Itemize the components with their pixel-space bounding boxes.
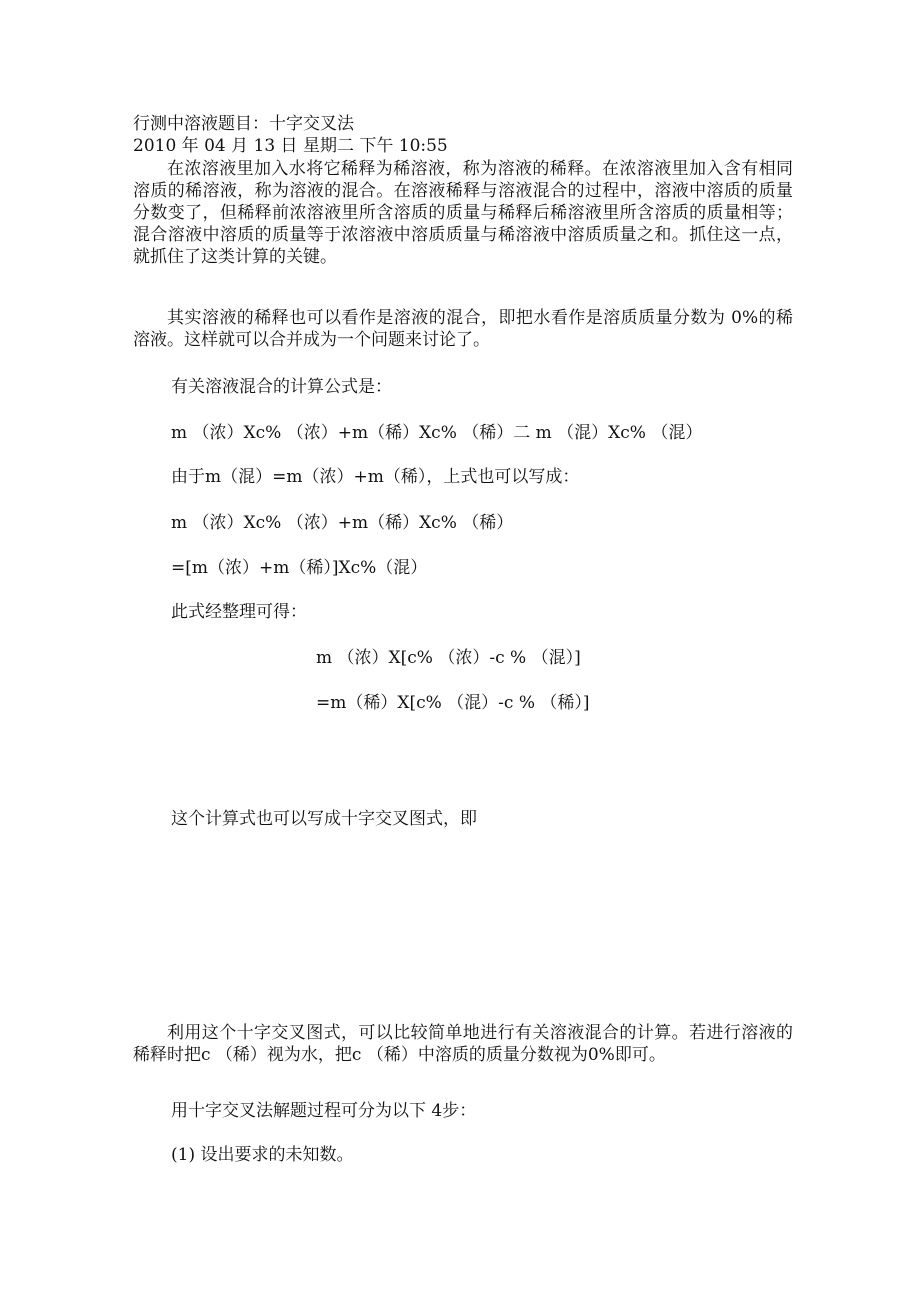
paragraph-cross-intro: 这个计算式也可以写成十字交叉图式，即 [171,809,477,829]
paragraph-because: 由于m（混）=m（浓）+m（稀），上式也可以写成： [171,467,580,487]
formula-rearranged-line2: =m（稀）X[c% （混）-c % （稀）] [316,693,590,713]
paragraph-steps-intro: 用十字交叉法解题过程可分为以下 4步： [171,1101,477,1121]
formula-mixing: m （浓）Xc% （浓）+m（稀）Xc% （稀）二 m （混）Xc% （混） [171,423,703,443]
formula-rewrite-line1: m （浓）Xc% （浓）+m（稀）Xc% （稀） [171,513,514,533]
doc-datetime: 2010 年 04 月 13 日 星期二 下午 10:55 [133,136,448,156]
step-1: (1) 设出要求的未知数。 [171,1145,354,1165]
paragraph-intro: 在浓溶液里加入水将它稀释为稀溶液，称为溶液的稀释。在浓溶液里加入含有相同溶质的稀溶液，称为溶液的混合。在溶液稀释与溶液混合的过程中，溶液中溶质的质量分数变了，但稀释前浓溶液里所含溶质的质量与稀释后稀溶液里所含溶质的质量相等；混合溶液中溶质的质量等于浓溶液中溶质质量与稀溶液中溶质质量之和。抓住这一点，就抓住了这类计算的关键。 [133,159,793,267]
formula-rearranged-line1: m （浓）X[c% （浓）-c % （混）] [316,648,581,668]
paragraph-rearranged: 此式经整理可得： [171,602,307,622]
formula-rewrite-line2: =[m（浓）+m（稀）]Xc%（混） [171,558,428,578]
paragraph-formula-intro: 有关溶液混合的计算公式是： [171,377,392,397]
doc-title: 行测中溶液题目：十字交叉法 [133,114,354,134]
paragraph-usage: 利用这个十字交叉图式，可以比较简单地进行有关溶液混合的计算。若进行溶液的稀释时把c （稀）视为水，把c （稀）中溶质的质量分数视为0%即可。 [133,1023,793,1065]
paragraph-dilution: 其实溶液的稀释也可以看作是溶液的混合，即把水看作是溶质质量分数为 0%的稀溶液。这样就可以合并成为一个问题来讨论了。 [133,308,793,350]
